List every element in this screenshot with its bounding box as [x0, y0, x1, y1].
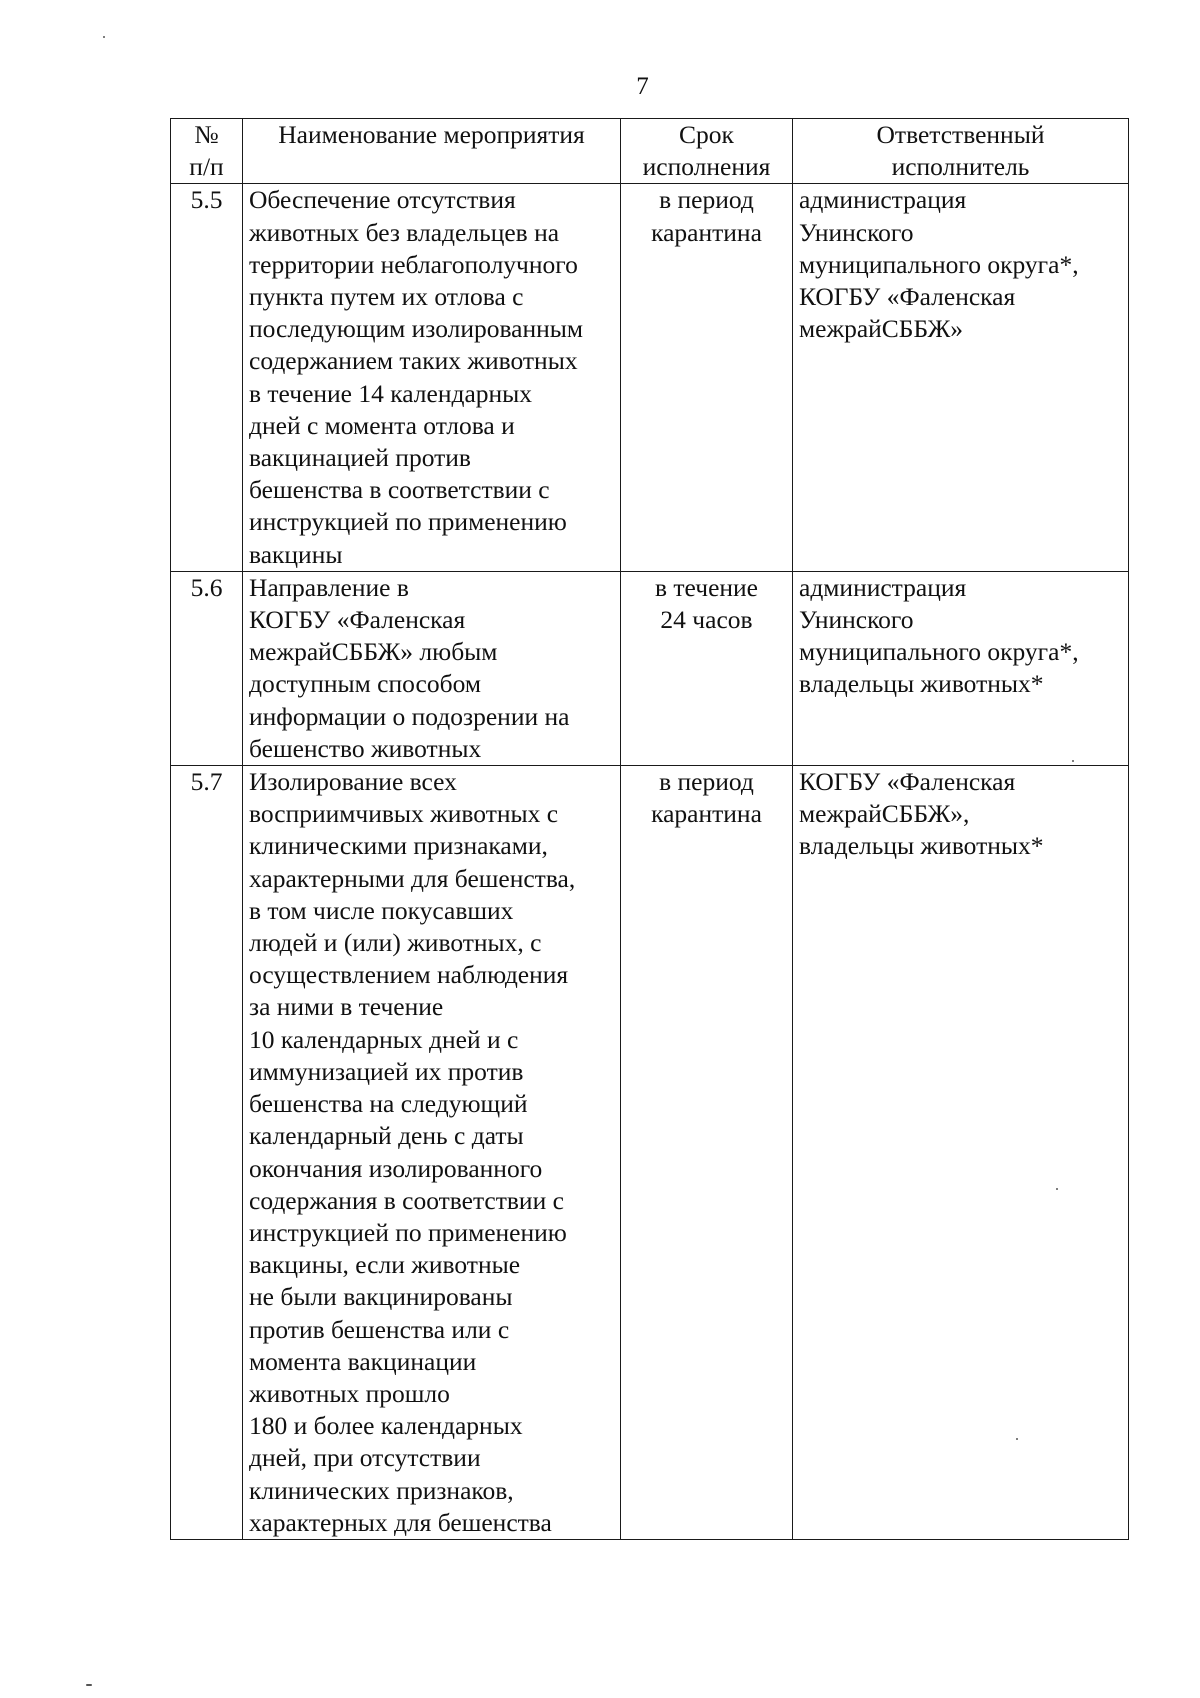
- cell-line: дней с момента отлова и: [249, 410, 515, 440]
- cell-line: Унинского: [799, 217, 914, 247]
- cell-line: администрация: [799, 572, 967, 602]
- cell-line: КОГБУ «Фаленская: [249, 605, 466, 635]
- cell-line: карантина: [651, 217, 762, 247]
- cell-line: бешенство животных: [249, 733, 482, 763]
- scan-speck: [86, 1684, 92, 1686]
- cell-line: владельцы животных*: [799, 669, 1044, 699]
- cell-line: в том числе покусавших: [249, 895, 514, 925]
- cell-line: людей и (или) животных, с: [249, 928, 542, 958]
- cell-line: не были вакцинированы: [249, 1282, 513, 1312]
- cell-line: межрайСББЖ»: [799, 314, 964, 344]
- row-number: 5.7: [171, 766, 243, 1540]
- cell-line: вакцины, если животные: [249, 1250, 521, 1280]
- term-cell: [621, 571, 793, 765]
- cell-line: межрайСББЖ» любым: [249, 637, 498, 667]
- cell-line: характерными для бешенства,: [249, 863, 576, 893]
- cell-line: Унинского: [799, 605, 914, 635]
- cell-line: против бешенства или с: [249, 1314, 510, 1344]
- header-line: Наименование мероприятия: [278, 120, 585, 149]
- cell-line: характерных для бешенства: [249, 1507, 552, 1537]
- cell-line: КОГБУ «Фаленская: [799, 282, 1016, 312]
- header-line: исполнитель: [891, 152, 1030, 182]
- cell-line: последующим изолированным: [249, 314, 584, 344]
- row-number: 5.6: [171, 571, 243, 765]
- table-row: [171, 571, 1129, 765]
- cell-line: пункта путем их отлова с: [249, 282, 524, 312]
- cell-line: Обеспечение отсутствия: [249, 185, 516, 215]
- cell-line: момента вакцинации: [249, 1346, 477, 1376]
- cell-line: восприимчивых животных с: [249, 799, 559, 829]
- cell-line: в период: [659, 185, 754, 215]
- page-number: 7: [636, 73, 649, 100]
- measures-table: [170, 118, 1129, 1540]
- cell-line: Направление в: [249, 572, 409, 602]
- scan-speck: [103, 36, 105, 38]
- cell-line: Изолирование всех: [249, 767, 457, 797]
- cell-line: доступным способом: [249, 669, 481, 699]
- measure-name-cell: [243, 766, 621, 1540]
- cell-line: территории неблагополучного: [249, 249, 578, 279]
- row-number: 5.5: [171, 184, 243, 571]
- cell-line: инструкцией по применению: [249, 507, 567, 537]
- cell-line: дней, при отсутствии: [249, 1443, 481, 1473]
- measure-name-cell: [243, 571, 621, 765]
- cell-line: 24 часов: [660, 605, 753, 635]
- scan-speck: [1072, 760, 1074, 762]
- table-row: [171, 184, 1129, 571]
- cell-line: окончания изолированного: [249, 1153, 543, 1183]
- cell-line: владельцы животных*: [799, 831, 1044, 861]
- responsible-cell: [793, 766, 1129, 1540]
- cell-line: иммунизацией их против: [249, 1056, 524, 1086]
- responsible-cell: [793, 571, 1129, 765]
- cell-line: бешенства на следующий: [249, 1089, 528, 1119]
- scan-speck: [1056, 1188, 1058, 1190]
- cell-line: бешенства в соответствии с: [249, 475, 550, 505]
- cell-line: вакцинацией против: [249, 443, 471, 473]
- cell-line: межрайСББЖ»,: [799, 799, 970, 829]
- cell-line: клинических признаков,: [249, 1475, 514, 1505]
- cell-line: муниципального округа*,: [799, 637, 1079, 667]
- header-num: [171, 119, 243, 184]
- table-header-row: [171, 119, 1129, 184]
- cell-line: животных без владельцев на: [249, 217, 560, 247]
- cell-line: клиническими признаками,: [249, 831, 548, 861]
- table-body: [171, 184, 1129, 1540]
- responsible-cell: [793, 184, 1129, 571]
- header-term: [621, 119, 793, 184]
- cell-line: вакцины: [249, 539, 343, 569]
- cell-line: животных прошло: [249, 1378, 450, 1408]
- cell-line: карантина: [651, 799, 762, 829]
- header-line: №: [194, 120, 219, 149]
- scan-speck: [1016, 1438, 1018, 1440]
- cell-line: КОГБУ «Фаленская: [799, 767, 1016, 797]
- cell-line: в течение: [655, 572, 758, 602]
- cell-line: календарный день с даты: [249, 1121, 524, 1151]
- cell-line: инструкцией по применению: [249, 1217, 567, 1247]
- header-name: [243, 119, 621, 184]
- cell-line: 180 и более календарных: [249, 1411, 523, 1441]
- header-line: п/п: [189, 152, 224, 182]
- cell-line: муниципального округа*,: [799, 249, 1079, 279]
- cell-line: администрация: [799, 185, 967, 215]
- cell-line: информации о подозрении на: [249, 701, 570, 731]
- header-line: Срок: [679, 120, 734, 149]
- header-responsible: [793, 119, 1129, 184]
- table-row: [171, 766, 1129, 1540]
- cell-line: в период: [659, 767, 754, 797]
- cell-line: в течение 14 календарных: [249, 378, 533, 408]
- header-line: исполнения: [642, 152, 771, 182]
- header-line: Ответственный: [876, 120, 1045, 149]
- cell-line: 10 календарных дней и с: [249, 1024, 519, 1054]
- measure-name-cell: [243, 184, 621, 571]
- term-cell: [621, 766, 793, 1540]
- cell-line: содержанием таких животных: [249, 346, 578, 376]
- cell-line: за ними в течение: [249, 992, 444, 1022]
- cell-line: содержания в соответствии с: [249, 1185, 564, 1215]
- cell-line: осуществлением наблюдения: [249, 960, 569, 990]
- term-cell: [621, 184, 793, 571]
